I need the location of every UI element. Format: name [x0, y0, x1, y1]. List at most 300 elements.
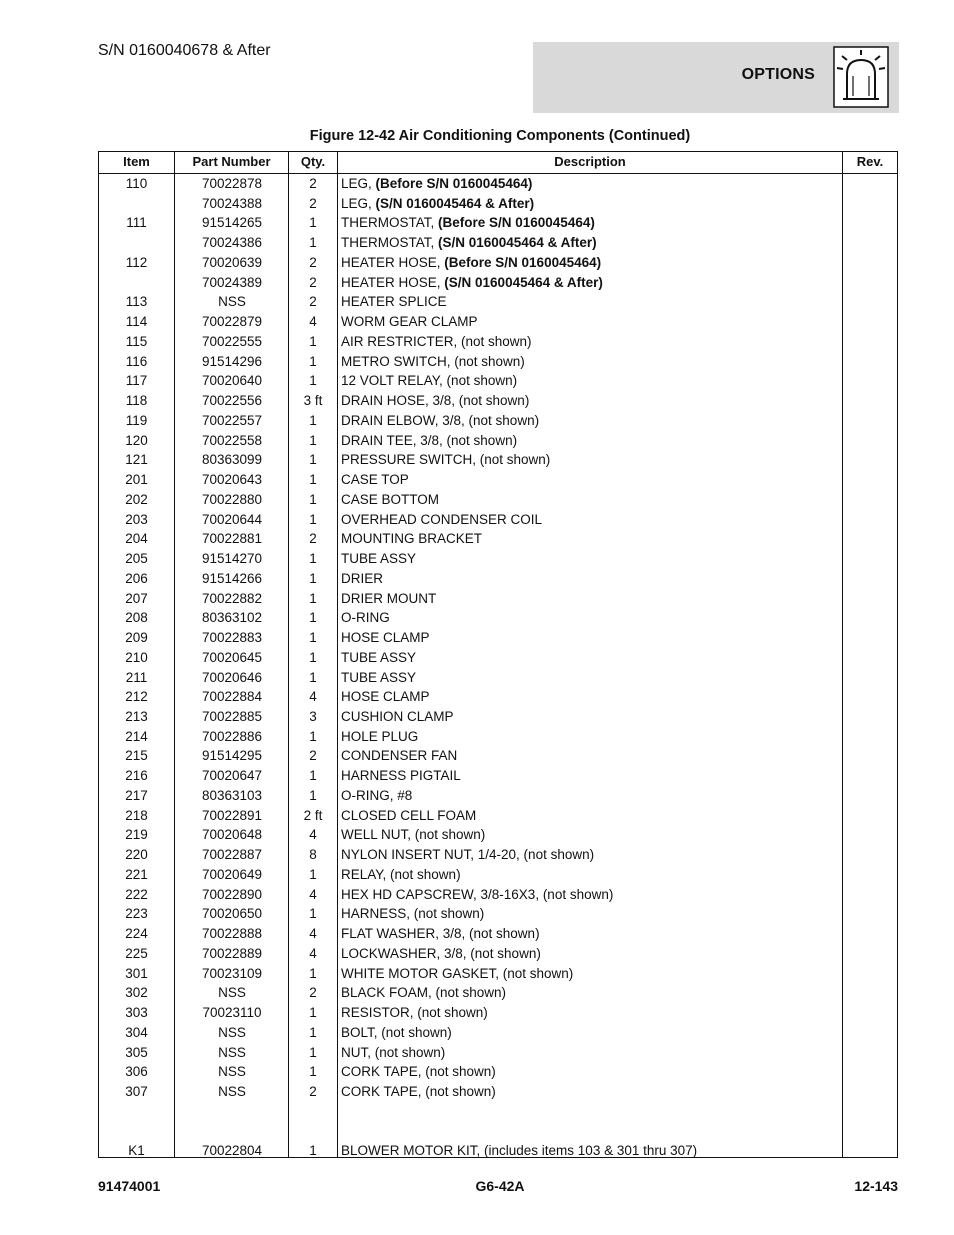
row-description-text: HARNESS PIGTAIL [341, 768, 461, 784]
row-item: 112 [125, 254, 148, 270]
row-part-number: 80363103 [201, 787, 263, 803]
row-part-number: 70022890 [201, 886, 263, 902]
row-item: 120 [125, 432, 148, 448]
row-qty: 1 [309, 215, 317, 231]
row-description [341, 352, 841, 371]
row-description-text: DRAIN ELBOW, 3/8, (not shown) [341, 412, 540, 428]
row-qty: 1 [309, 866, 317, 882]
warning-beacon-icon [833, 46, 889, 108]
table-row [99, 174, 897, 194]
row-qty: 1 [309, 333, 317, 349]
row-qty: 1 [309, 432, 317, 448]
row-part-number: 70023110 [202, 1005, 262, 1021]
row-qty: 1 [309, 452, 317, 468]
table-row [99, 1062, 897, 1082]
row-item: 221 [125, 866, 148, 882]
row-description [341, 983, 841, 1002]
row-description [341, 292, 841, 311]
row-description-text: CUSHION CLAMP [341, 708, 454, 724]
row-description [341, 450, 841, 469]
row-part-number: 70023109 [201, 965, 263, 981]
row-description [341, 194, 841, 213]
row-qty: 1 [309, 511, 317, 527]
row-item: 213 [125, 708, 148, 724]
row-item: 202 [125, 491, 148, 507]
row-description-text: HOSE CLAMP [341, 630, 430, 646]
section-label: OPTIONS [741, 66, 815, 83]
row-description [341, 944, 841, 963]
table-row [99, 648, 897, 668]
row-description [341, 865, 841, 884]
row-description [341, 687, 841, 706]
row-description-text: NUT, (not shown) [341, 1044, 446, 1060]
row-description-text: DRAIN TEE, 3/8, (not shown) [341, 432, 518, 448]
row-part-number: 70020639 [201, 254, 263, 270]
row-part-number: 70022556 [201, 393, 263, 409]
table-row [99, 766, 897, 786]
row-part-number: 91514296 [201, 353, 263, 369]
row-item: 301 [125, 965, 148, 981]
figure-title: Figure 12-42 Air Conditioning Components (Continued) [309, 128, 691, 144]
row-item: 218 [125, 807, 148, 823]
serial-number-heading: S/N 0160040678 & After [98, 42, 271, 59]
row-description-text: HOLE PLUG [341, 728, 419, 744]
row-description-text: WORM GEAR CLAMP [341, 314, 478, 330]
row-description [341, 845, 841, 864]
row-description [341, 727, 841, 746]
table-row [99, 825, 897, 845]
row-part-number: NSS [218, 1024, 246, 1040]
table-row [99, 865, 897, 885]
row-part-number: 70022886 [201, 728, 263, 744]
row-item: 119 [125, 412, 148, 428]
row-qty: 1 [309, 669, 317, 685]
row-description-text: O-RING, #8 [341, 787, 413, 803]
row-item: 121 [125, 452, 148, 468]
row-qty: 1 [309, 1024, 317, 1040]
row-part-number: 70020647 [201, 768, 263, 784]
row-description [341, 668, 841, 687]
row-qty: 1 [309, 728, 317, 744]
row-part-number: NSS [218, 294, 246, 310]
row-item: 302 [125, 985, 148, 1001]
table-row [99, 885, 897, 905]
row-description-text: HOSE CLAMP [341, 689, 430, 705]
table-row [99, 964, 897, 984]
row-description [341, 608, 841, 627]
row-description [341, 648, 841, 667]
row-part-number: 70022555 [201, 333, 263, 349]
row-item: 115 [125, 333, 148, 349]
row-qty: 1 [309, 590, 317, 606]
row-qty: 4 [309, 827, 317, 843]
row-description [341, 371, 841, 390]
footer-page-number: 12-143 [854, 1178, 898, 1194]
row-item: 307 [125, 1084, 148, 1100]
row-qty: 4 [309, 945, 317, 961]
row-item: 225 [125, 945, 148, 961]
row-qty: 1 [309, 610, 317, 626]
parts-table [98, 151, 898, 1158]
section-tab [533, 42, 899, 113]
row-item: 201 [125, 472, 148, 488]
row-item: 305 [125, 1044, 148, 1060]
table-row [99, 845, 897, 865]
row-description [341, 825, 841, 844]
row-description [341, 806, 841, 825]
row-item: 222 [125, 886, 148, 902]
table-row [99, 352, 897, 372]
row-description-text: CASE TOP [341, 472, 409, 488]
row-qty: 1 [309, 353, 317, 369]
row-qty: 2 [309, 294, 317, 310]
row-description-text: DRIER [341, 570, 384, 586]
row-description-text: HEATER SPLICE [341, 294, 447, 310]
row-part-number: 91514266 [201, 570, 263, 586]
row-qty: 1 [309, 787, 317, 803]
row-description-text: CORK TAPE, (not shown) [341, 1064, 496, 1080]
row-description-text: DRIER MOUNT [341, 590, 437, 606]
row-description-text: THERMOSTAT, [341, 235, 438, 251]
row-part-number: 70022887 [201, 847, 263, 863]
row-description-serial-note: (Before S/N 0160045464) [444, 254, 602, 270]
table-row [99, 1023, 897, 1043]
row-description [341, 964, 841, 983]
table-row [99, 924, 897, 944]
row-item: 111 [126, 215, 147, 231]
row-description [341, 174, 841, 193]
row-description [341, 1003, 841, 1022]
row-part-number: 70022891 [201, 807, 263, 823]
row-description-text: TUBE ASSY [341, 669, 417, 685]
table-row [99, 589, 897, 609]
row-part-number: 70020640 [201, 373, 263, 389]
table-row [99, 273, 897, 293]
row-description [341, 1023, 841, 1042]
table-row [99, 529, 897, 549]
row-part-number: 70020644 [201, 511, 263, 527]
row-description-text: LEG, [341, 195, 376, 211]
row-item: 212 [125, 689, 148, 705]
row-description-text: HARNESS, (not shown) [341, 906, 485, 922]
table-row [99, 983, 897, 1003]
table-row [99, 371, 897, 391]
row-description [341, 529, 841, 548]
row-part-number: 70022883 [201, 630, 263, 646]
table-row [99, 312, 897, 332]
table-row [99, 608, 897, 628]
row-part-number: 70024386 [201, 235, 263, 251]
row-part-number: 70022880 [201, 491, 263, 507]
row-qty: 8 [309, 847, 317, 863]
table-row [99, 904, 897, 924]
row-description [341, 312, 841, 331]
table-row [99, 431, 897, 451]
row-description [341, 490, 841, 509]
row-part-number: 70022879 [201, 314, 263, 330]
row-part-number: 80363102 [201, 610, 263, 626]
row-description [341, 1043, 841, 1062]
row-item: 219 [125, 827, 148, 843]
row-item: 117 [125, 373, 148, 389]
row-description [341, 707, 841, 726]
row-description-text: TUBE ASSY [341, 551, 417, 567]
table-row [99, 944, 897, 964]
column-header-description: Description [554, 154, 626, 169]
row-qty: 1 [309, 570, 317, 586]
row-part-number: 70020648 [201, 827, 263, 843]
row-part-number: 70022888 [201, 926, 263, 942]
row-qty: 2 [309, 531, 317, 547]
row-item: 114 [125, 314, 148, 330]
table-row [99, 1102, 897, 1122]
row-qty: 2 [309, 274, 317, 290]
row-part-number: 91514295 [201, 748, 263, 764]
row-description-text: CLOSED CELL FOAM [341, 807, 477, 823]
row-description-text: AIR RESTRICTER, (not shown) [341, 333, 532, 349]
row-item: 110 [125, 176, 148, 191]
row-part-number: NSS [218, 1044, 246, 1060]
row-qty: 4 [309, 314, 317, 330]
row-item: 118 [125, 393, 148, 409]
row-description-text: METRO SWITCH, (not shown) [341, 353, 525, 369]
table-row [99, 668, 897, 688]
row-description [341, 391, 841, 410]
row-description-serial-note: (Before S/N 0160045464) [375, 176, 533, 191]
table-row [99, 411, 897, 431]
table-row [99, 786, 897, 806]
row-part-number: NSS [218, 1084, 246, 1100]
row-description-text: TUBE ASSY [341, 649, 417, 665]
row-description [341, 885, 841, 904]
row-qty: 1 [309, 965, 317, 981]
table-row [99, 213, 897, 233]
row-description [341, 431, 841, 450]
row-qty: 1 [309, 491, 317, 507]
row-description-text: RESISTOR, (not shown) [341, 1005, 488, 1021]
row-part-number: 70022885 [201, 708, 263, 724]
row-description-text: CASE BOTTOM [341, 491, 440, 507]
row-qty: 1 [309, 768, 317, 784]
table-row [99, 1141, 897, 1161]
row-description [341, 470, 841, 489]
table-row [99, 727, 897, 747]
row-description-text: OVERHEAD CONDENSER COIL [341, 511, 543, 527]
row-qty: 1 [309, 412, 317, 428]
row-description-text: NYLON INSERT NUT, 1/4-20, (not shown) [341, 847, 595, 863]
row-description-serial-note: (S/N 0160045464 & After) [444, 274, 603, 290]
row-qty: 3 ft [303, 393, 323, 409]
row-description-serial-note: (S/N 0160045464 & After) [438, 235, 597, 251]
row-part-number: 70022881 [201, 531, 263, 547]
row-description [341, 589, 841, 608]
row-description-text: LOCKWASHER, 3/8, (not shown) [341, 945, 541, 961]
table-row [99, 1043, 897, 1063]
row-part-number: NSS [218, 1064, 246, 1080]
row-description [341, 746, 841, 765]
row-description-text: BOLT, (not shown) [341, 1024, 452, 1040]
table-row [99, 549, 897, 569]
row-item: 205 [125, 551, 148, 567]
row-qty: 1 [309, 906, 317, 922]
table-row [99, 569, 897, 589]
table-row [99, 746, 897, 766]
row-qty: 2 [309, 985, 317, 1001]
row-qty: 1 [309, 649, 317, 665]
row-part-number: 70022878 [201, 176, 263, 191]
row-item: 303 [125, 1005, 148, 1021]
row-description [341, 332, 841, 351]
row-description-text: THERMOSTAT, [341, 215, 438, 231]
row-qty: 4 [309, 886, 317, 902]
table-row [99, 253, 897, 273]
row-description [341, 549, 841, 568]
table-row [99, 490, 897, 510]
table-row [99, 707, 897, 727]
row-description [341, 924, 841, 943]
row-description-text: WELL NUT, (not shown) [341, 827, 486, 843]
column-header-qty: Qty. [300, 154, 326, 169]
row-part-number: 70022558 [201, 432, 263, 448]
row-description-text: O-RING [341, 610, 390, 626]
row-item: 215 [125, 748, 148, 764]
row-part-number: 70022882 [201, 590, 263, 606]
row-item: 211 [125, 669, 148, 685]
row-item: 304 [125, 1024, 148, 1040]
row-item: 207 [125, 590, 148, 606]
table-row [99, 1082, 897, 1102]
row-qty: 1 [309, 373, 317, 389]
row-item: 116 [125, 353, 148, 369]
table-row [99, 292, 897, 312]
row-qty: 2 ft [303, 807, 323, 823]
row-description [341, 213, 841, 232]
row-part-number: 70024388 [201, 195, 263, 211]
row-part-number: 70020650 [201, 906, 263, 922]
row-item: K1 [128, 1143, 145, 1159]
row-description-serial-note: (Before S/N 0160045464) [438, 215, 595, 231]
row-part-number: 70024389 [201, 274, 263, 290]
row-description [341, 253, 841, 272]
row-description-text: WHITE MOTOR GASKET, (not shown) [341, 965, 574, 981]
row-description-text: BLOWER MOTOR KIT, (includes items 103 & 301 thru 307) [341, 1143, 698, 1159]
row-description [341, 1062, 841, 1081]
row-description [341, 1082, 841, 1101]
column-header-part-number: Part Number [192, 154, 271, 169]
row-description-text: CORK TAPE, (not shown) [341, 1084, 496, 1100]
row-description-text: FLAT WASHER, 3/8, (not shown) [341, 926, 540, 942]
row-item: 224 [125, 926, 148, 942]
row-qty: 1 [309, 551, 317, 567]
row-item: 214 [125, 728, 148, 744]
table-row [99, 510, 897, 530]
row-item: 208 [125, 610, 148, 626]
row-qty: 2 [309, 195, 317, 211]
row-qty: 1 [309, 1005, 317, 1021]
table-row [99, 233, 897, 253]
footer-document-number: 91474001 [98, 1178, 161, 1194]
row-part-number: 80363099 [201, 452, 263, 468]
row-item: 220 [125, 847, 148, 863]
row-qty: 4 [309, 926, 317, 942]
row-description [341, 766, 841, 785]
row-description-text: PRESSURE SWITCH, (not shown) [341, 452, 551, 468]
row-part-number: 70020646 [201, 669, 263, 685]
row-qty: 1 [309, 630, 317, 646]
row-description-text: 12 VOLT RELAY, (not shown) [341, 373, 518, 389]
row-description [341, 904, 841, 923]
row-part-number: 70022884 [201, 689, 263, 705]
row-qty: 2 [309, 1084, 317, 1100]
row-qty: 2 [309, 748, 317, 764]
table-row [99, 1003, 897, 1023]
row-description-text: BLACK FOAM, (not shown) [341, 985, 507, 1001]
row-qty: 1 [309, 1044, 317, 1060]
footer-figure-code: G6-42A [475, 1178, 525, 1194]
row-part-number: 70020645 [201, 649, 263, 665]
row-part-number: 70022804 [201, 1143, 263, 1159]
row-description [341, 569, 841, 588]
row-description-text: MOUNTING BRACKET [341, 531, 483, 547]
table-row [99, 194, 897, 214]
row-item: 203 [125, 511, 148, 527]
row-description [341, 786, 841, 805]
row-part-number: NSS [218, 985, 246, 1001]
row-description [341, 411, 841, 430]
row-qty: 1 [309, 1143, 317, 1159]
row-item: 206 [125, 570, 148, 586]
row-item: 306 [125, 1064, 148, 1080]
row-qty: 1 [309, 472, 317, 488]
row-description-text: DRAIN HOSE, 3/8, (not shown) [341, 393, 530, 409]
table-row [99, 391, 897, 411]
row-description [341, 273, 841, 292]
row-item: 217 [125, 787, 148, 803]
row-description [341, 233, 841, 252]
row-description [341, 510, 841, 529]
row-description-text: CONDENSER FAN [341, 748, 458, 764]
row-qty: 3 [309, 708, 317, 724]
row-qty: 4 [309, 689, 317, 705]
row-qty: 2 [309, 254, 317, 270]
row-description-text: HEX HD CAPSCREW, 3/8-16X3, (not shown) [341, 886, 614, 902]
table-row [99, 470, 897, 490]
row-part-number: 91514265 [201, 215, 263, 231]
row-description-text: RELAY, (not shown) [341, 866, 461, 882]
column-header-item: Item [123, 154, 150, 169]
row-description-text: HEATER HOSE, [341, 254, 445, 270]
row-item: 210 [125, 649, 148, 665]
row-item: 209 [125, 630, 148, 646]
table-row [99, 628, 897, 648]
row-item: 223 [125, 906, 148, 922]
row-description-serial-note: (S/N 0160045464 & After) [375, 195, 535, 211]
table-row [99, 450, 897, 470]
row-description-text: HEATER HOSE, [341, 274, 445, 290]
table-row [99, 1122, 897, 1142]
row-description-text: LEG, [341, 176, 376, 191]
row-part-number: 91514270 [201, 551, 263, 567]
row-qty: 1 [309, 1064, 317, 1080]
row-item: 204 [125, 531, 148, 547]
table-row [99, 806, 897, 826]
row-part-number: 70022889 [201, 945, 263, 961]
row-item: 113 [125, 294, 148, 310]
row-description [341, 628, 841, 647]
row-qty: 2 [309, 176, 317, 191]
table-row [99, 687, 897, 707]
row-part-number: 70022557 [201, 412, 263, 428]
